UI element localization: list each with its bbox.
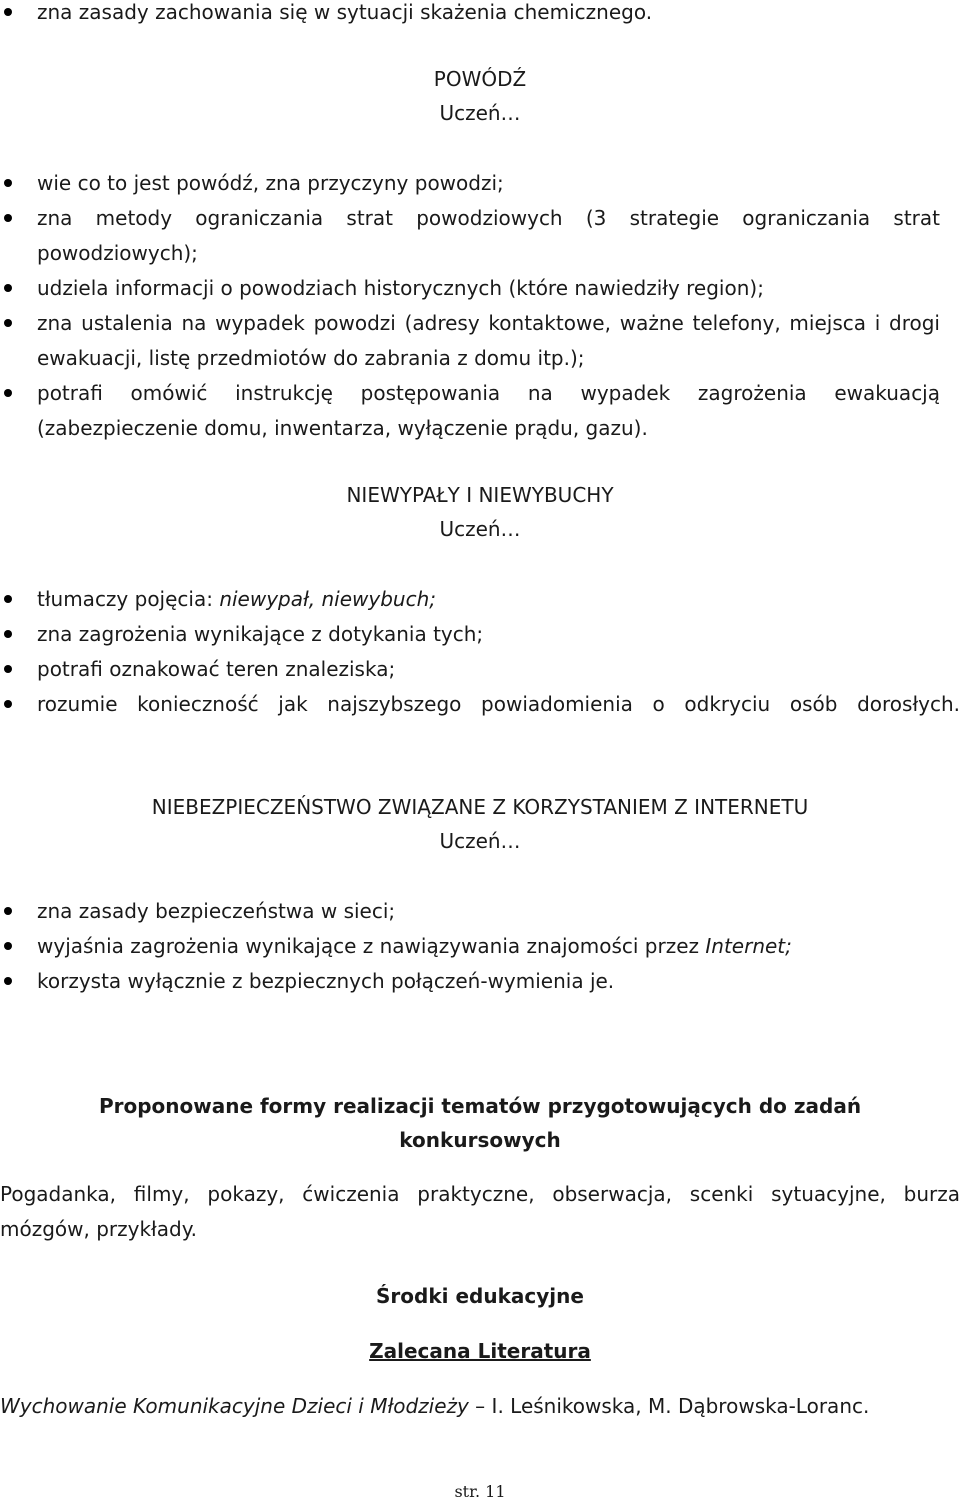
literatura-heading: [0, 1334, 960, 1368]
section-title: NIEWYPAŁY I NIEWYBUCHY: [346, 483, 614, 507]
page-number: str. 11: [454, 1482, 506, 1501]
section-niewypaly-header: [0, 478, 960, 546]
book-title: Wychowanie Komunikacyjne Dzieci i Młodzieży: [0, 1394, 469, 1418]
section-subtitle: Uczeń…: [439, 829, 521, 853]
section-title: NIEBEZPIECZEŃSTWO ZWIĄZANE Z KORZYSTANIEM Z INTERNETU: [151, 795, 809, 819]
list-item-text: wyjaśnia zagrożenia wynikające z nawiązywania znajomości przez: [37, 934, 706, 958]
list-item-emphasis: Internet;: [705, 934, 792, 958]
list-item-emphasis: niewypał, niewybuch;: [219, 587, 436, 611]
section-internet-list: [0, 894, 960, 999]
list-item: zna zasady zachowania się w sytuacji skażenia chemicznego.: [0, 0, 960, 30]
section-powodz-header: [0, 62, 960, 130]
literatura-reference: [0, 1389, 960, 1423]
list-item-text: rozumie konieczność jak najszybszego powiadomienia o odkryciu osób dorosłych.: [37, 692, 960, 716]
srodki-heading: [0, 1279, 960, 1313]
previous-section-list: [0, 0, 960, 30]
proposed-forms-heading: [60, 1089, 900, 1157]
section-subtitle: Uczeń…: [439, 517, 521, 541]
list-item: zna ustalenia na wypadek powodzi (adresy kontaktowe, ważne telefony, miejsca i drogi ewakuacji, listę przedmiotów do zabrania z domu itp.);: [0, 306, 940, 376]
book-authors: – I. Leśnikowska, M. Dąbrowska-Loranc.: [468, 1394, 870, 1418]
section-powodz-list: [0, 166, 940, 446]
list-item: potrafi omówić instrukcję postępowania na wypadek zagrożenia ewakuacją (zabezpieczenie domu, inwentarza, wyłączenie prądu, gazu).: [0, 376, 940, 446]
section-title: POWÓDŹ: [433, 67, 527, 91]
list-item: potrafi oznakować teren znaleziska;: [0, 652, 960, 687]
list-item: korzysta wyłącznie z bezpiecznych połączeń-wymienia je.: [0, 964, 960, 999]
list-item: [0, 582, 960, 617]
section-subtitle: Uczeń…: [439, 101, 521, 125]
list-item: zna zasady bezpieczeństwa w sieci;: [0, 894, 960, 929]
section-heading: Środki edukacyjne: [376, 1284, 584, 1308]
section-internet-header: [0, 790, 960, 858]
section-heading: Zalecana Literatura: [369, 1339, 591, 1363]
section-niewypaly-list: [0, 582, 960, 722]
list-item: udziela informacji o powodziach historycznych (które nawiedziły region);: [0, 271, 940, 306]
list-item-text: tłumaczy pojęcia:: [37, 587, 220, 611]
list-item: wie co to jest powódź, zna przyczyny powodzi;: [0, 166, 940, 201]
list-item: [0, 687, 960, 722]
reference-text: [0, 1389, 960, 1423]
list-item: zna zagrożenia wynikające z dotykania tych;: [0, 617, 960, 652]
proposed-forms-text: [0, 1177, 960, 1247]
list-item: [0, 929, 960, 964]
list-item: zna metody ograniczania strat powodziowych (3 strategie ograniczania strat powodziowych);: [0, 201, 940, 271]
paragraph: Pogadanka, filmy, pokazy, ćwiczenia praktyczne, obserwacja, scenki sytuacyjne, burza mózgów, przykłady.: [0, 1182, 960, 1241]
section-heading: Proponowane formy realizacji tematów przygotowujących do zadań konkursowych: [98, 1094, 862, 1152]
